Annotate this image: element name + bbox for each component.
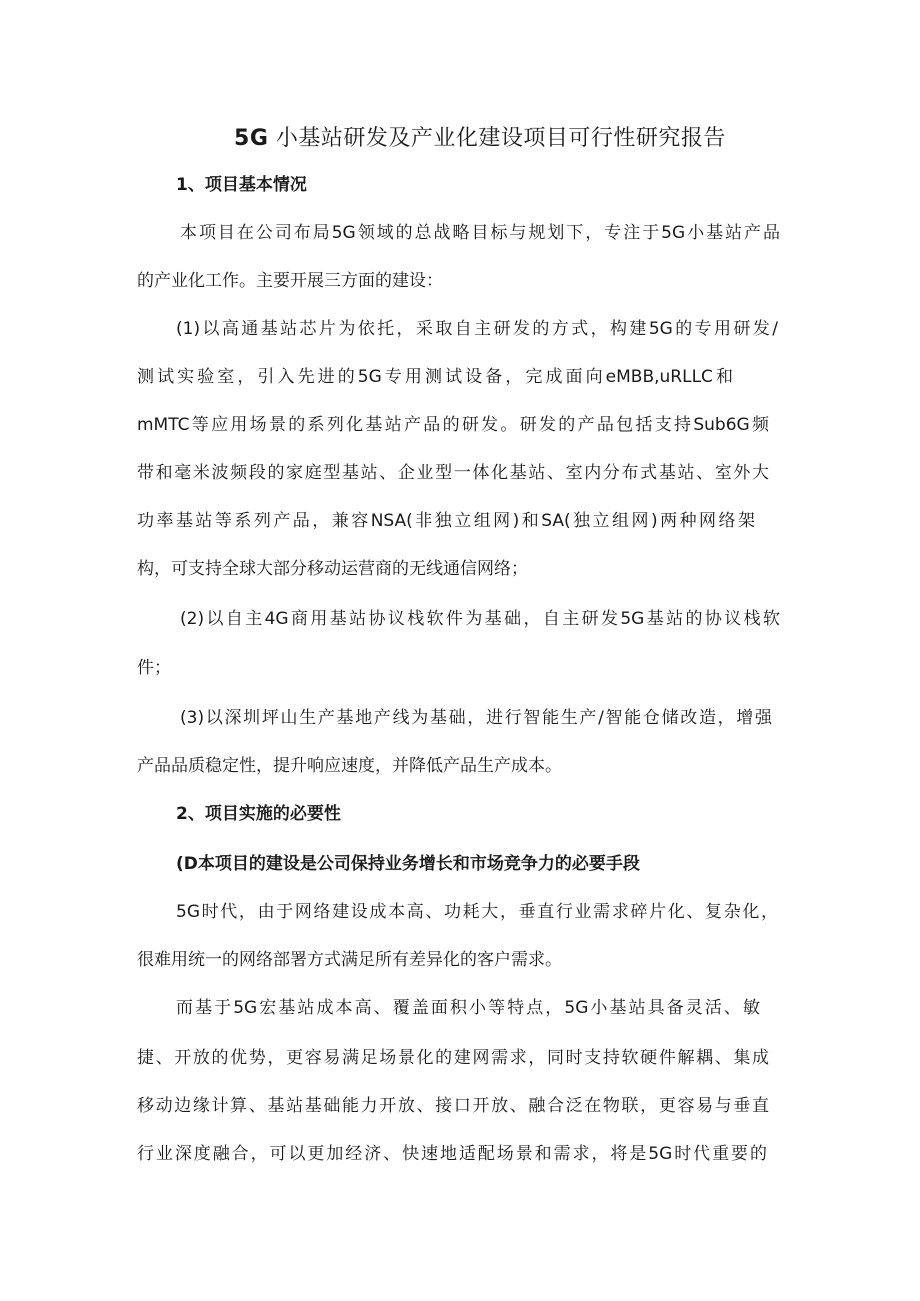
paragraph-line: (1)以高通基站芯片为依托，采取自主研发的方式，构建5G的专用研发/ bbox=[176, 319, 778, 339]
title-lead: 5G bbox=[234, 126, 269, 151]
section-heading-basic-info: 1、项目基本情况 bbox=[176, 175, 307, 195]
document-title bbox=[0, 121, 920, 157]
title-text: 小基站研发及产业化建设项目可行性研究报告 bbox=[275, 126, 726, 151]
paragraph-line: 很难用统一的网络部署方式满足所有差异化的客户需求。 bbox=[137, 950, 562, 970]
paragraph-line: 行业深度融合，可以更加经济、快速地适配场景和需求，将是5G时代重要的 bbox=[137, 1144, 767, 1164]
paragraph-line: mMTC等应用场景的系列化基站产品的研发。研发的产品包括支持Sub6G频 bbox=[137, 415, 769, 435]
paragraph-line: 带和毫米波频段的家庭型基站、企业型一体化基站、室内分布式基站、室外大 bbox=[137, 463, 769, 483]
paragraph-line: 5G时代，由于网络建设成本高、功耗大，垂直行业需求碎片化、复杂化， bbox=[176, 902, 778, 922]
paragraph-line: (3)以深圳坪山生产基地产线为基础，进行智能生产/智能仓储改造，增强 bbox=[180, 708, 772, 728]
paragraph-line: 测试实验室，引入先进的5G专用测试设备，完成面向eMBB,uRLLC和 bbox=[137, 367, 733, 387]
paragraph-line: 件； bbox=[137, 658, 171, 678]
paragraph-line: (2)以自主4G商用基站协议栈软件为基础，自主研发5G基站的协议栈软 bbox=[180, 609, 780, 629]
paragraph-line: 功率基站等系列产品，兼容NSA(非独立组网)和SA(独立组网)两种网络架 bbox=[137, 511, 755, 531]
paragraph-line: 构，可支持全球大部分移动运营商的无线通信网络； bbox=[137, 559, 528, 579]
paragraph-line: 产品品质稳定性，提升响应速度，并降低产品生产成本。 bbox=[137, 756, 562, 776]
section-heading-necessity: 2、项目实施的必要性 bbox=[176, 804, 341, 824]
subsection-heading: (D本项目的建设是公司保持业务增长和市场竞争力的必要手段 bbox=[176, 854, 640, 874]
paragraph-line: 捷、开放的优势，更容易满足场景化的建网需求，同时支持软硬件解耦、集成 bbox=[137, 1048, 769, 1068]
paragraph-line: 的产业化工作。主要开展三方面的建设： bbox=[137, 271, 443, 291]
paragraph-line: 本项目在公司布局5G领域的总战略目标与规划下，专注于5G小基站产品 bbox=[180, 223, 780, 243]
paragraph-line: 而基于5G宏基站成本高、覆盖面积小等特点，5G小基站具备灵活、敏 bbox=[176, 998, 760, 1018]
paragraph-line: 移动边缘计算、基站基础能力开放、接口开放、融合泛在物联，更容易与垂直 bbox=[137, 1096, 769, 1116]
